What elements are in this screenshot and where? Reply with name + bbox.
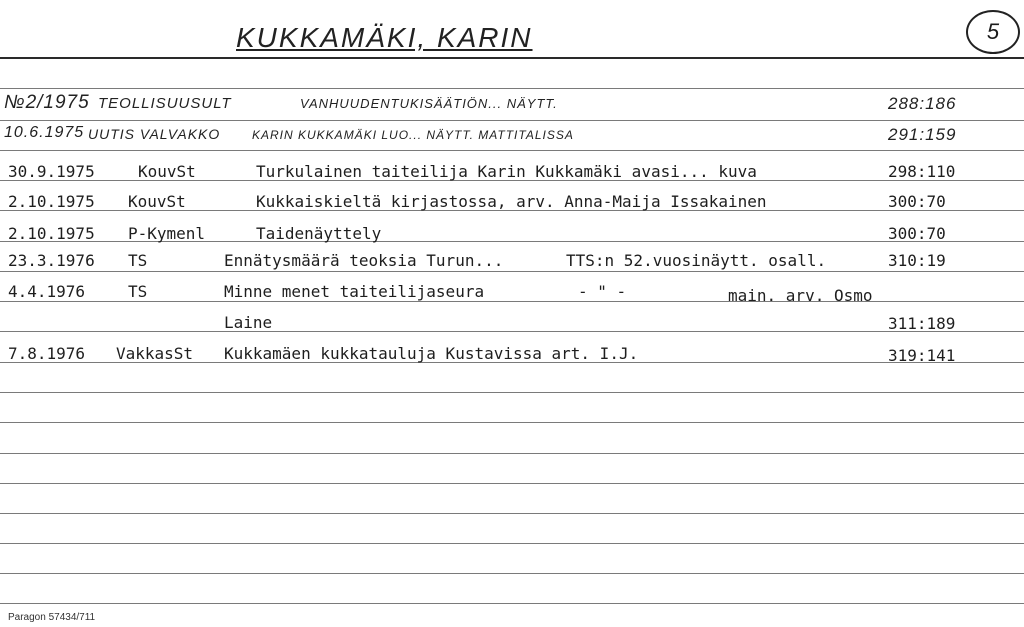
ruled-line <box>0 483 1024 484</box>
entry-source: KouvSt <box>138 162 196 181</box>
ruled-line <box>0 513 1024 514</box>
entry-source: KouvSt <box>128 192 186 211</box>
entry-date: 7.8.1976 <box>8 344 86 363</box>
entry-note: main. arv. Osmo <box>728 286 873 305</box>
entry-source: TS <box>128 251 148 270</box>
entry-description: KARIN KUKKAMÄKI LUO... NÄYTT. MATTITALISSA <box>252 128 574 142</box>
ruled-line <box>0 271 1024 272</box>
entry-ref: 300:70 <box>888 192 946 211</box>
entry-ref: 291:159 <box>888 125 957 144</box>
entry-source: VakkasSt <box>116 344 194 363</box>
ruled-line <box>0 120 1024 121</box>
ruled-line <box>0 573 1024 574</box>
printer-mark: Paragon 57434/711 <box>8 612 96 623</box>
header-rule <box>0 57 1024 59</box>
ruled-line <box>0 331 1024 332</box>
entry-date: 2.10.1975 <box>8 192 95 211</box>
ruled-line <box>0 88 1024 89</box>
entry-description: VANHUUDENTUKISÄÄTIÖN... NÄYTT. <box>300 96 558 111</box>
entry-description: Kukkaiskieltä kirjastossa, arv. Anna-Maija Issakainen <box>256 192 767 211</box>
ruled-line <box>0 422 1024 423</box>
entry-ref: 298:110 <box>888 162 956 181</box>
entry-description: Turkulainen taiteilija Karin Kukkamäki avasi... kuva <box>256 162 757 181</box>
ruled-line <box>0 543 1024 544</box>
entry-ref: 300:70 <box>888 224 946 243</box>
entry-date: №2/1975 <box>4 92 90 113</box>
entry-ref: 288:186 <box>888 94 957 113</box>
entry-date: 23.3.1976 <box>8 251 95 270</box>
entry-description: Minne menet taiteilijaseura <box>224 282 485 301</box>
card-number: 5 <box>966 10 1020 54</box>
ruled-line <box>0 453 1024 454</box>
entry-description: Taidenäyttely <box>256 224 382 243</box>
ruled-line <box>0 603 1024 604</box>
entry-date: 4.4.1976 <box>8 282 86 301</box>
entry-ref: 310:19 <box>888 251 946 270</box>
entry-source: TS <box>128 282 148 301</box>
entry-ditto: - " - <box>578 282 627 301</box>
entry-ref: 311:189 <box>888 314 956 333</box>
entry-source: P-Kymenl <box>128 224 206 243</box>
card-title: KUKKAMÄKI, KARIN <box>236 22 533 53</box>
entry-date: 2.10.1975 <box>8 224 95 243</box>
ruled-line <box>0 392 1024 393</box>
entry-source: TEOLLISUUSULT <box>98 95 232 112</box>
entry-description: Kukkamäen kukkatauluja Kustavissa art. I.J. <box>224 344 639 363</box>
entry-ref: 319:141 <box>888 346 956 365</box>
entry-description: Laine <box>224 313 273 332</box>
entry-description: Ennätysmäärä teoksia Turun... <box>224 251 504 270</box>
entry-source: UUTIS VALVAKKO <box>88 126 221 142</box>
ruled-line <box>0 150 1024 151</box>
entry-date: 30.9.1975 <box>8 162 95 181</box>
entry-date: 10.6.1975 <box>4 124 85 141</box>
entry-note: TTS:n 52.vuosinäytt. osall. <box>566 251 827 270</box>
